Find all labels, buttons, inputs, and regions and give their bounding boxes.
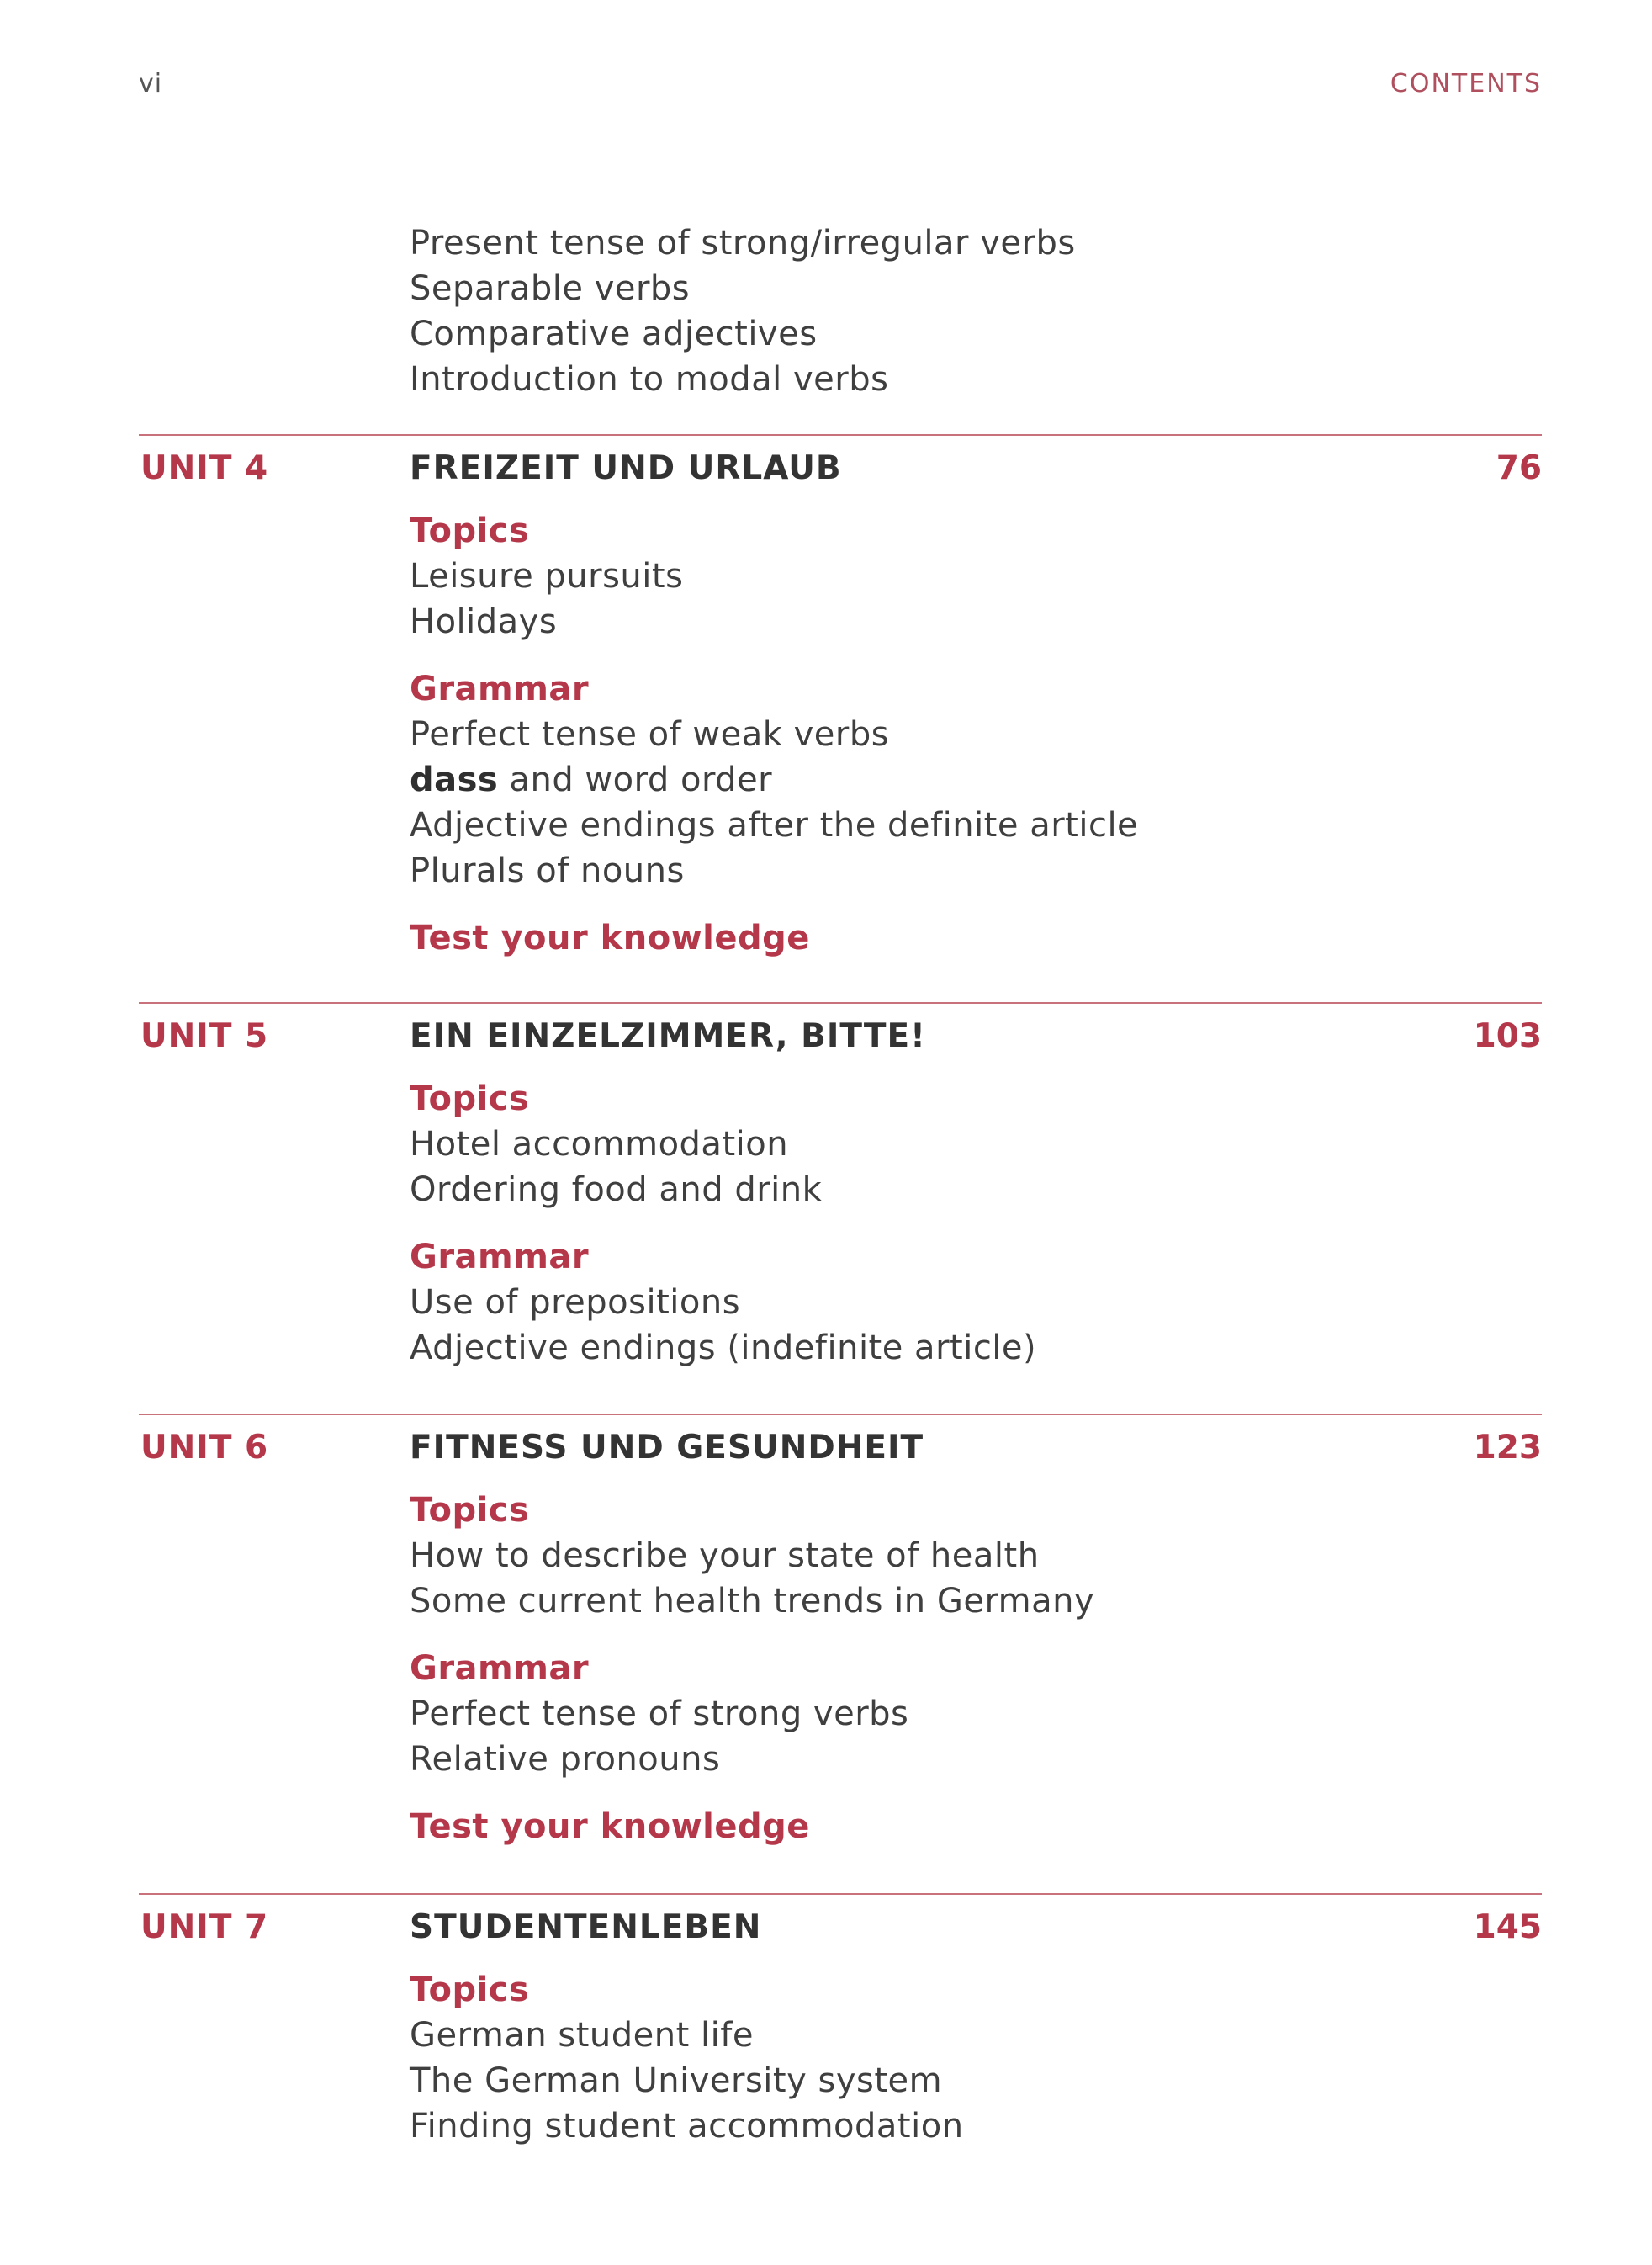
unit-title[interactable]: EIN EINZELZIMMER, BITTE! <box>410 1017 926 1055</box>
unit-title[interactable]: FITNESS UND GESUNDHEIT <box>410 1429 924 1467</box>
unit-label: UNIT 7 <box>140 1908 269 1946</box>
grammar-heading: Grammar <box>410 670 590 708</box>
grammar-heading: Grammar <box>410 1238 590 1276</box>
topics-heading: Topics <box>410 1491 530 1530</box>
list-item <box>410 803 1542 848</box>
unit-page-number: 76 <box>1496 449 1542 487</box>
list-item <box>410 712 1542 757</box>
list-item: Introduction to modal verbs <box>410 360 889 399</box>
unit-body <box>410 1488 1542 1849</box>
list-item: How to describe your state of health <box>410 1536 1040 1575</box>
unit-4-entry <box>139 434 1542 961</box>
list-item: Relative pronouns <box>410 1740 721 1779</box>
unit-label: UNIT 6 <box>140 1429 269 1467</box>
item-text: Adjective endings after the definite article <box>410 806 1139 845</box>
unit-body <box>410 508 1542 961</box>
test-your-knowledge: Test your knowledge <box>410 919 810 957</box>
list-item: Holidays <box>410 602 558 641</box>
unit-header <box>139 436 1542 500</box>
list-item: Some current health trends in Germany <box>410 1582 1095 1621</box>
item-text: and word order <box>498 761 773 799</box>
list-item <box>410 757 1542 803</box>
list-item: Finding student accommodation <box>410 2107 964 2146</box>
unit-page-number: 103 <box>1473 1017 1542 1055</box>
list-item: Leisure pursuits <box>410 557 684 596</box>
unit-label: UNIT 5 <box>140 1017 269 1055</box>
list-item: Comparative adjectives <box>410 315 818 353</box>
list-item: Adjective endings (indefinite article) <box>410 1329 1037 1367</box>
list-item: Separable verbs <box>410 269 691 308</box>
list-item: Use of prepositions <box>410 1283 741 1322</box>
unit-header <box>139 1004 1542 1068</box>
item-text: Plurals of nouns <box>410 851 685 890</box>
unit-6-entry <box>139 1414 1542 1849</box>
topics-heading: Topics <box>410 512 530 550</box>
unit-7-entry <box>139 1893 1542 2149</box>
running-head: CONTENTS <box>1390 69 1542 98</box>
unit-header <box>139 1895 1542 1959</box>
bold-term: dass <box>410 761 499 799</box>
unit-title[interactable]: FREIZEIT UND URLAUB <box>410 449 842 487</box>
unit-body <box>410 1967 1542 2149</box>
list-item: Ordering food and drink <box>410 1170 823 1209</box>
list-item: Perfect tense of strong verbs <box>410 1695 909 1733</box>
unit-page-number: 145 <box>1473 1908 1542 1946</box>
list-item: The German University system <box>410 2061 943 2100</box>
unit-header <box>139 1415 1542 1479</box>
unit-body <box>410 1076 1542 1371</box>
topics-heading: Topics <box>410 1079 530 1118</box>
list-item: Present tense of strong/irregular verbs <box>410 224 1076 263</box>
grammar-heading: Grammar <box>410 1649 590 1688</box>
continued-grammar-list <box>410 220 1076 402</box>
page-number: vi <box>139 69 163 98</box>
topics-heading: Topics <box>410 1971 530 2009</box>
unit-label: UNIT 4 <box>140 449 269 487</box>
unit-5-entry <box>139 1002 1542 1371</box>
item-text: Perfect tense of weak verbs <box>410 715 890 754</box>
unit-page-number: 123 <box>1473 1429 1542 1467</box>
list-item: German student life <box>410 2016 754 2055</box>
list-item <box>410 848 1542 894</box>
unit-title[interactable]: STUDENTENLEBEN <box>410 1908 762 1946</box>
test-your-knowledge: Test your knowledge <box>410 1807 810 1846</box>
list-item: Hotel accommodation <box>410 1125 789 1164</box>
